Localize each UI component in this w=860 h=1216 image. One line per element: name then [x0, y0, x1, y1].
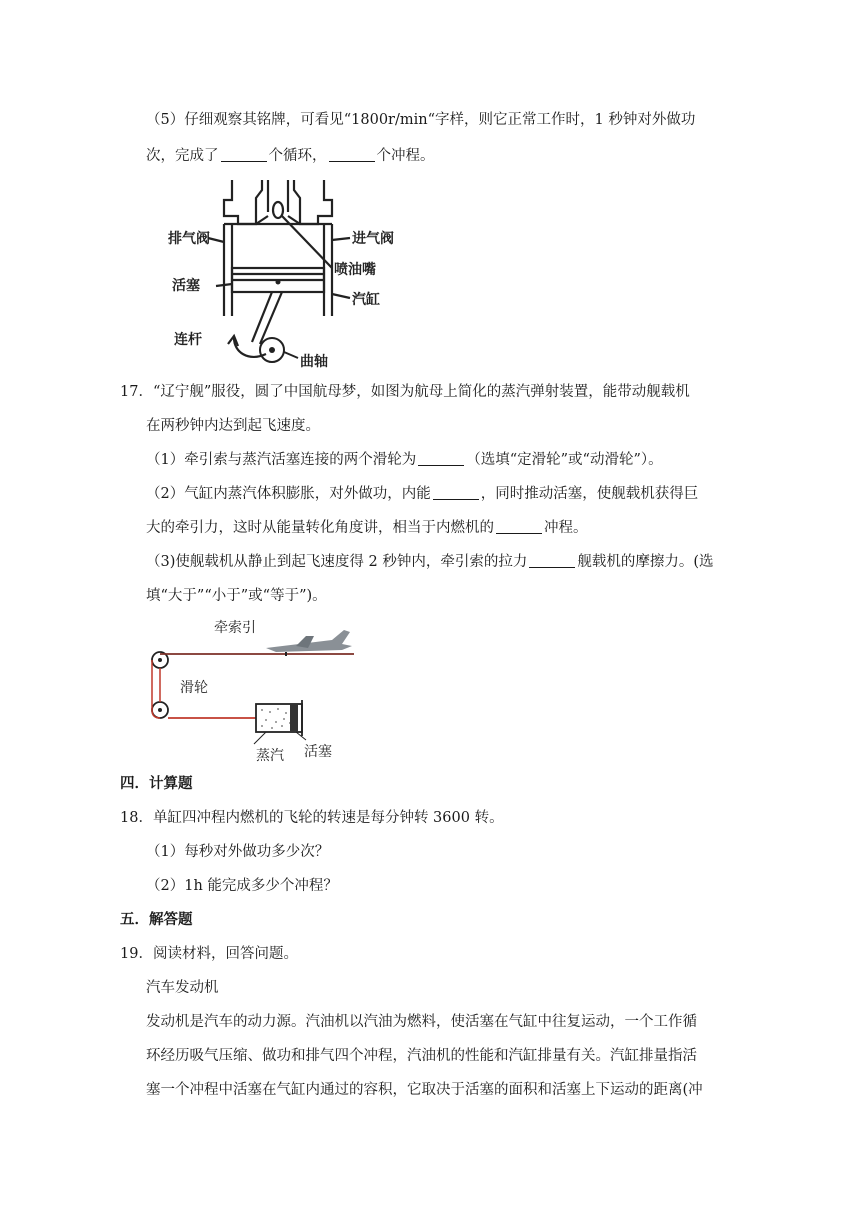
answer-blank — [529, 553, 575, 568]
label-connecting-rod: 连杆 — [174, 332, 202, 348]
q17-line2: 在两秒钟内达到起飞速度。 — [146, 418, 320, 434]
material-heading: 汽车发动机 — [146, 980, 219, 996]
q17-line1: 17．“辽宁舰”服役，圆了中国航母梦，如图为航母上简化的蒸汽弹射装置，能带动舰载机 — [120, 384, 690, 400]
section-title-answer: 五．解答题 — [120, 912, 193, 928]
q16-text-b: 个循环， — [268, 148, 327, 164]
material-para-line3: 塞一个冲程中活塞在气缸内通过的容积，它取决于活塞的面积和活塞上下运动的距离(冲 — [146, 1082, 703, 1098]
label-pulley: 滑轮 — [180, 680, 208, 696]
q17-part2-line1 — [146, 484, 698, 504]
label-exhaust-valve: 排气阀 — [168, 231, 210, 247]
q17-p3-text-b: 舰载机的摩擦力。(选 — [577, 554, 714, 570]
q17-p3-text-a: （3)使舰载机从静止到起飞速度得 2 秒钟内，牵引索的拉力 — [146, 554, 528, 570]
q16-part5-line2 — [146, 146, 435, 166]
answer-blank — [221, 147, 267, 162]
material-para-line1: 发动机是汽车的动力源。汽油机以汽油为燃料，使活塞在气缸中往复运动，一个工作循 — [146, 1014, 697, 1030]
q17-part3-line2: 填“大于”“小于”或“等于”)。 — [146, 588, 327, 604]
q17-part2-line2 — [146, 518, 588, 538]
section-title-calc: 四．计算题 — [120, 776, 193, 792]
answer-blank — [433, 485, 479, 500]
q17-p1-text-a: （1）牵引索与蒸汽活塞连接的两个滑轮为 — [146, 452, 417, 468]
label-intake-valve: 进气阀 — [352, 231, 394, 247]
answer-blank — [418, 451, 464, 466]
q19-stem: 19．阅读材料，回答问题。 — [120, 946, 298, 962]
q18-stem: 18．单缸四冲程内燃机的飞轮的转速是每分钟转 3600 转。 — [120, 810, 504, 826]
q16-text-c: 个冲程。 — [376, 148, 435, 164]
q16-text-a: 次，完成了 — [146, 148, 219, 164]
label-piston: 活塞 — [304, 744, 332, 760]
label-injector: 喷油嘴 — [334, 262, 376, 278]
q17-p2-text-a: （2）气缸内蒸汽体积膨胀，对外做功，内能 — [146, 486, 431, 502]
catapult-figure — [146, 616, 366, 766]
q17-p2-text-c: 大的牵引力，这时从能量转化角度讲，相当于内燃机的 — [146, 520, 494, 536]
q17-p2-text-d: 冲程。 — [544, 520, 588, 536]
answer-blank — [496, 519, 542, 534]
q16-part5-line1: （5）仔细观察其铭牌，可看见“1800r/min“字样，则它正常工作时，1 秒钟对外做功 — [146, 112, 696, 128]
answer-blank — [329, 147, 375, 162]
q17-p2-text-b: ，同时推动活塞，使舰载机获得巨 — [480, 486, 699, 502]
q18-part1: （1）每秒对外做功多少次？ — [146, 844, 330, 860]
engine-figure — [168, 176, 394, 372]
q18-part2: （2）1h 能完成多少个冲程？ — [146, 878, 338, 894]
label-cylinder: 汽缸 — [352, 292, 380, 308]
label-crankshaft: 曲轴 — [300, 354, 328, 370]
material-para-line2: 环经历吸气压缩、做功和排气四个冲程，汽油机的性能和汽缸排量有关。汽缸排量指活 — [146, 1048, 697, 1064]
label-steam: 蒸汽 — [256, 748, 284, 764]
q17-p1-text-b: （选填“定滑轮”或“动滑轮”）。 — [466, 452, 663, 468]
q17-part3-line1 — [146, 552, 713, 572]
q17-part1 — [146, 450, 663, 470]
label-cable: 牵索引 — [214, 620, 256, 636]
label-piston: 活塞 — [172, 278, 200, 294]
